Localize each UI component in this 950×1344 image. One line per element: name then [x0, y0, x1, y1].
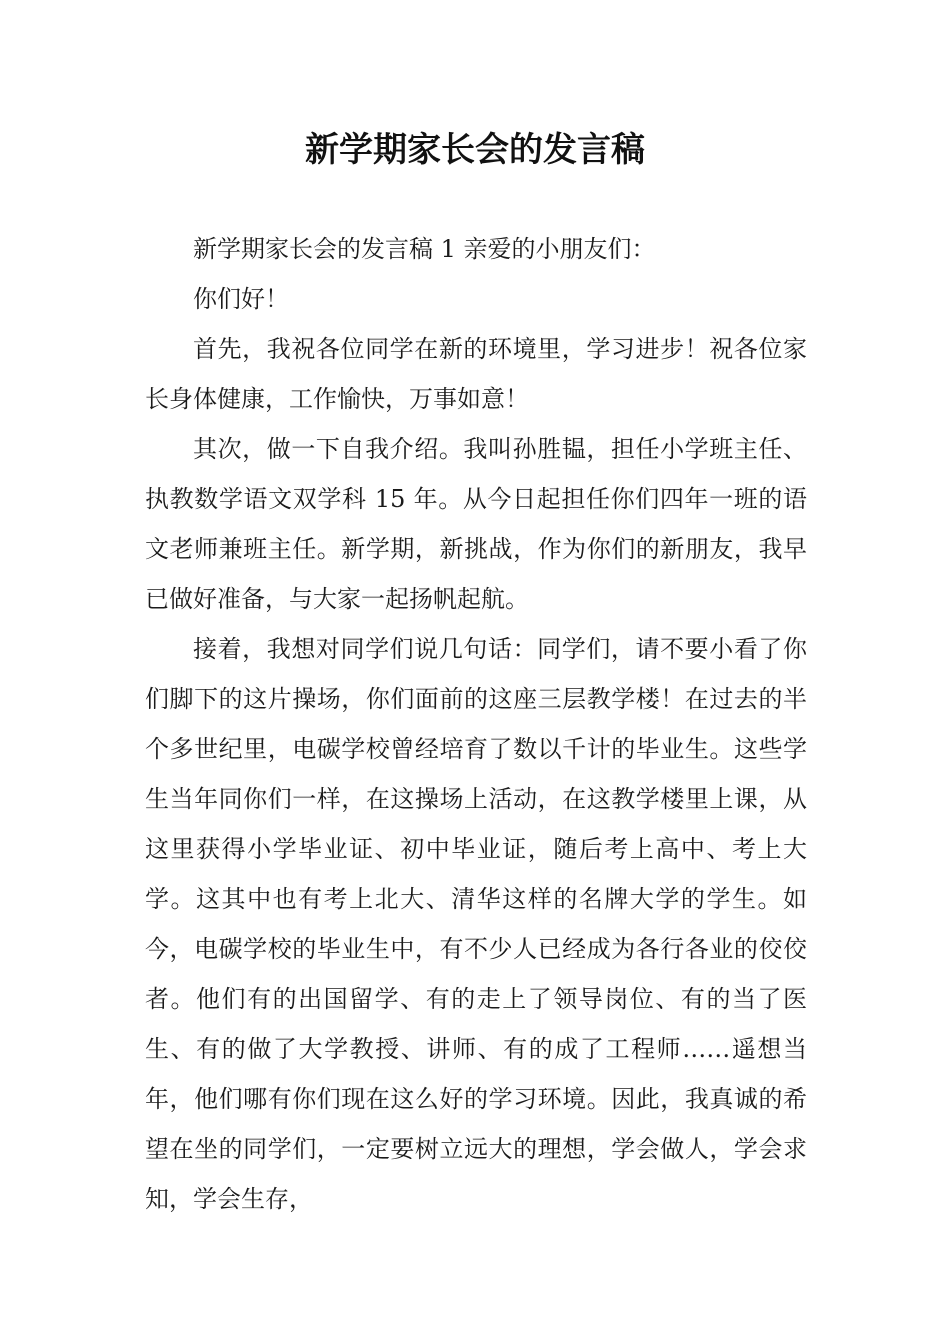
paragraph-message: 接着，我想对同学们说几句话：同学们，请不要小看了你们脚下的这片操场，你们面前的这座三层教学楼！在过去的半个多世纪里，电碳学校曾经培育了数以千计的毕业生。这些学生当年同你们一样，在这操场上活动，在这教学楼里上课，从这里获得小学毕业证、初中毕业证，随后考上高中、考上大学。这其中也有考上北大、清华这样的名牌大学的学生。如今，电碳学校的毕业生中，有不少人已经成为各行各业的佼佼者。他们有的出国留学、有的走上了领导岗位、有的当了医生、有的做了大学教授、讲师、有的成了工程师……遥想当年，他们哪有你们现在这么好的学习环境。因此，我真诚的希望在坐的同学们，一定要树立远大的理想，学会做人，学会求知，学会生存， — [145, 635, 807, 1213]
document-title: 新学期家长会的发言稿 — [305, 130, 645, 170]
paragraph-wishes: 首先，我祝各位同学在新的环境里，学习进步！祝各位家长身体健康，工作愉快，万事如意！ — [145, 335, 807, 413]
paragraph-introduction: 其次，做一下自我介绍。我叫孙胜韫，担任小学班主任、执教数学语文双学科 15 年。从今日起担任你们四年一班的语文老师兼班主任。新学期，新挑战，作为你们的新朋友，我早已做好准备，与大家一起扬帆起航。 — [145, 435, 807, 613]
paragraph-greeting: 新学期家长会的发言稿 1 亲爱的小朋友们： — [193, 235, 656, 263]
paragraph-hello: 你们好！ — [193, 285, 289, 313]
document-body — [145, 224, 807, 1224]
